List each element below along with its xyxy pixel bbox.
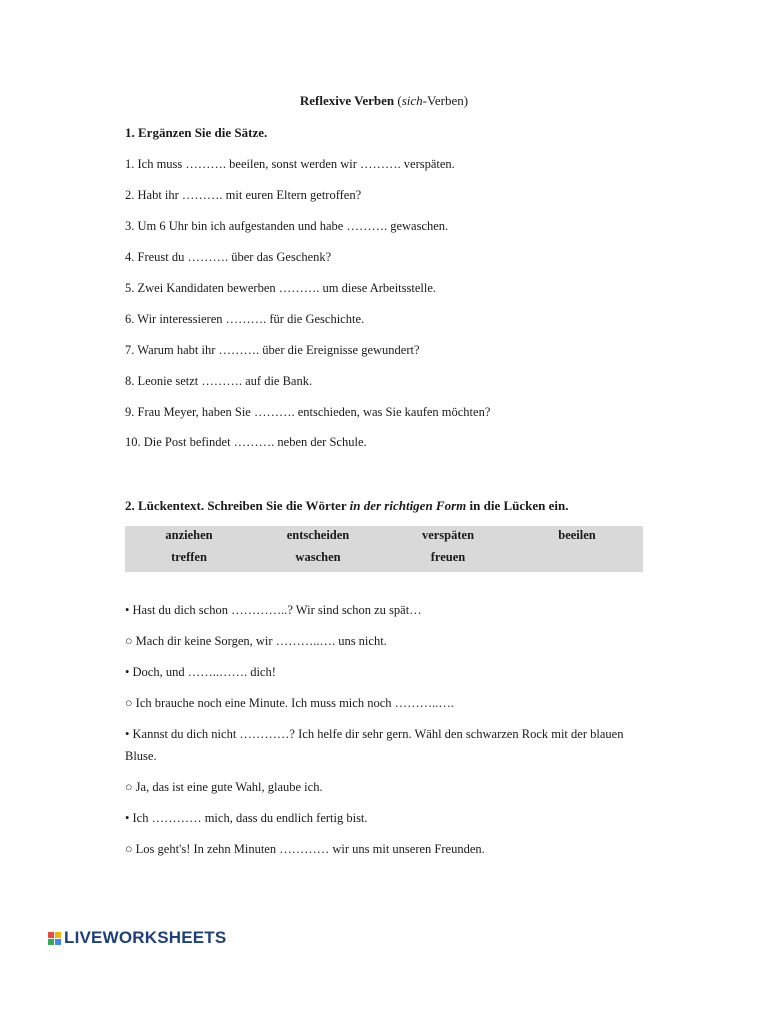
dialog-line-3: • Doch, und ……..……. dich!	[125, 665, 276, 679]
word-bank-item: treffen	[171, 550, 207, 564]
logo-square	[55, 939, 61, 945]
sentence-5: 5. Zwei Kandidaten bewerben ………. um diese Arbeitsstelle.	[125, 281, 437, 295]
dialog-line-7: • Ich ………… mich, dass du endlich fertig bist.	[125, 811, 368, 825]
dialog-line-2: ○ Mach dir keine Sorgen, wir ………..…. uns nicht.	[125, 634, 387, 648]
dialog-line-5: • Kannst du dich nicht …………? Ich helfe dir sehr gern. Wähl den schwarzen Rock mit der blauen Bluse.	[125, 727, 624, 763]
section2-heading	[125, 498, 569, 514]
sentence-9: 9. Frau Meyer, haben Sie ………. entschieden, was Sie kaufen möchten?	[125, 405, 491, 419]
section1-heading: 1. Ergänzen Sie die Sätze.	[125, 125, 268, 140]
sentence-10: 10. Die Post befindet ………. neben der Schule.	[125, 435, 367, 449]
word-bank-item: waschen	[295, 550, 341, 564]
section2-heading-italic: in der richtigen Form	[349, 498, 467, 513]
sentence-3: 3. Um 6 Uhr bin ich aufgestanden und habe ………. gewaschen.	[125, 219, 449, 233]
word-bank-item: beeilen	[558, 528, 596, 542]
word-bank-item: anziehen	[165, 528, 213, 542]
word-bank-item: verspäten	[421, 528, 475, 542]
page-title	[0, 93, 768, 109]
logo-square	[48, 939, 54, 945]
word-bank-item: freuen	[430, 550, 466, 564]
sentence-7: 7. Warum habt ihr ………. über die Ereignisse gewundert?	[125, 343, 420, 357]
section2-heading-start: 2. Lückentext. Schreiben Sie die Wörter	[125, 498, 350, 513]
dialog-line-8: ○ Los geht's! In zehn Minuten ………… wir uns mit unseren Freunden.	[125, 842, 485, 856]
sentence-8: 8. Leonie setzt ………. auf die Bank.	[125, 374, 313, 388]
title-italic: sich	[401, 93, 423, 108]
title-paren: (	[394, 93, 402, 108]
sentence-6: 6. Wir interessieren ………. für die Geschichte.	[125, 312, 365, 326]
title-rest: -Verben)	[422, 93, 469, 108]
dialog-line-4: ○ Ich brauche noch eine Minute. Ich muss mich noch ………..….	[125, 696, 454, 710]
title-bold: Reflexive Verben	[299, 93, 395, 108]
sentence-1: 1. Ich muss ………. beeilen, sonst werden wir ………. verspäten.	[125, 157, 455, 171]
sentence-4: 4. Freust du ………. über das Geschenk?	[125, 250, 332, 264]
liveworksheets-logo	[48, 928, 226, 948]
logo-text: LIVEWORKSHEETS	[64, 928, 227, 947]
dialog-line-1: • Hast du dich schon …………..? Wir sind schon zu spät…	[125, 603, 422, 617]
word-bank	[125, 526, 643, 572]
section2-heading-end: in die Lücken ein.	[466, 498, 569, 513]
logo-square	[55, 932, 61, 938]
dialog-line-6: ○ Ja, das ist eine gute Wahl, glaube ich.	[125, 780, 323, 794]
logo-squares-icon	[48, 932, 61, 945]
word-bank-item: entscheiden	[286, 528, 350, 542]
logo-square	[48, 932, 54, 938]
sentence-2: 2. Habt ihr ………. mit euren Eltern getroffen?	[125, 188, 362, 202]
